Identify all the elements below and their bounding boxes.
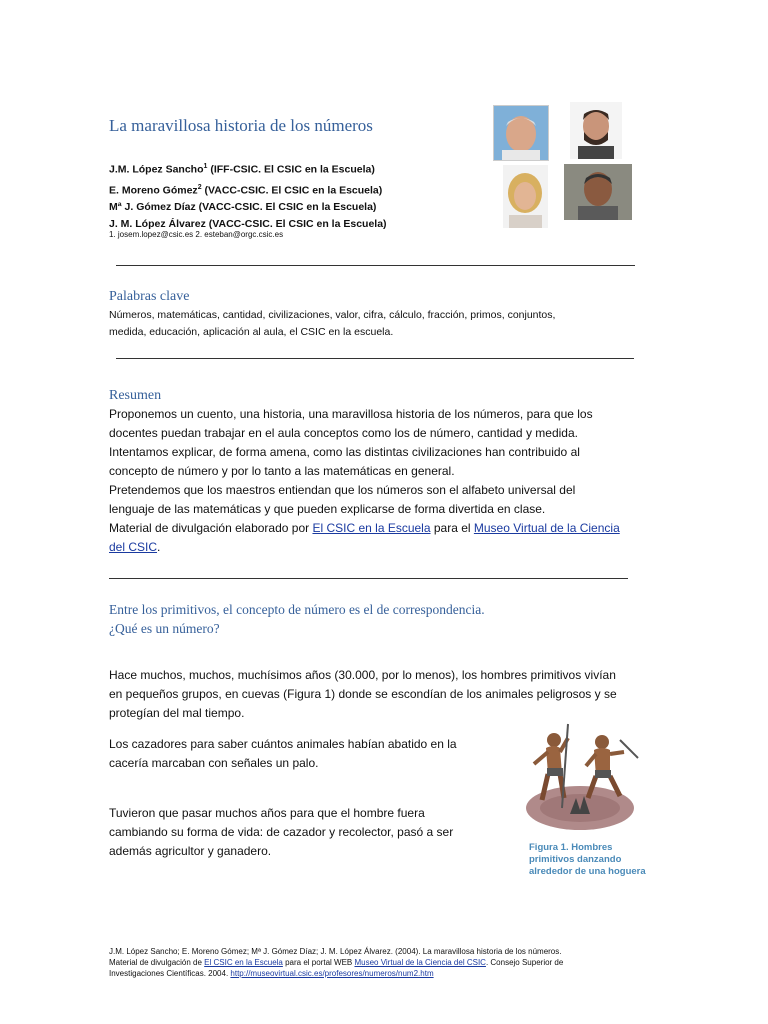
museo-virtual-link-cont[interactable]: del CSIC: [109, 540, 158, 554]
author-photo-3: [503, 165, 548, 228]
section-paragraph-1: Hace muchos, muchos, muchísimos años (30.000, por lo menos), los hombres primitivos vivían en pequeños grupos, en cuevas (Figura 1) donde se escondían de los animales peligrosos y se protegían del mal tiempo.: [109, 668, 617, 720]
figure-1-illustration: [520, 718, 644, 834]
footer-csic-escuela-link[interactable]: El CSIC en la Escuela: [204, 958, 283, 967]
section-paragraph-3: Tuvieron que pasar muchos años para que el hombre fuera cambiando su forma de vida: de cazador y recolector, pasó a ser además agricultor y ganadero.: [109, 806, 454, 858]
author-3: Mª J. Gómez Díaz (VACC-CSIC. El CSIC en la Escuela): [109, 201, 377, 213]
footer-url-link[interactable]: http://museovirtual.csic.es/profesores/numeros/num2.htm: [230, 969, 434, 978]
museo-virtual-link[interactable]: Museo Virtual de la Ciencia: [473, 521, 620, 535]
author-list: [109, 158, 387, 233]
figure-1-caption: Figura 1. Hombres primitivos danzando alrededor de una hoguera: [529, 842, 646, 877]
keywords-text: Números, matemáticas, cantidad, civilizaciones, valor, cifra, cálculo, fracción, primos, conjuntos, medida, educación, aplicación al aula, el CSIC en la escuela.: [109, 309, 556, 338]
section-paragraph-2: Los cazadores para saber cuántos animales habían abatido en la cacería marcaban con señales un palo.: [109, 737, 457, 770]
keywords-heading: Palabras clave: [109, 289, 190, 304]
author-photo-1: [493, 105, 549, 161]
author-photo-4: [564, 164, 632, 220]
csic-escuela-link[interactable]: El CSIC en la Escuela: [312, 521, 431, 535]
divider: [109, 578, 628, 579]
author-1: J.M. López Sancho$^1$ (IFF-CSIC. El CSIC en la Escuela): [109, 163, 375, 176]
footer-museo-virtual-link[interactable]: Museo Virtual de la Ciencia del CSIC: [354, 958, 486, 967]
author-2: E. Moreno Gómez$^2$ (VACC-CSIC. El CSIC en la Escuela): [109, 183, 383, 196]
abstract-heading: Resumen: [109, 388, 162, 403]
author-emails: 1. josem.lopez@csic.es 2. esteban@orgc.csic.es: [109, 230, 284, 239]
author-4: J. M. López Álvarez (VACC-CSIC. El CSIC en la Escuela): [109, 218, 387, 230]
page-title: La maravillosa historia de los números: [109, 116, 373, 135]
divider: [116, 265, 635, 266]
footer-citation: J.M. López Sancho; E. Moreno Gómez; Mª J. Gómez Díaz; J. M. López Álvarez. (2004). La maravillosa historia de los números. Material de divulgación de El CSIC en la Escuela para el portal WEB Museo Virtual de la Ciencia del CSIC. Consejo Superior de Investigaciones Científicas. 2004. http://museovirtual.csic.es/profesores/numeros/num2.htm: [109, 947, 564, 978]
divider: [116, 358, 634, 359]
author-photo-2: [570, 102, 622, 159]
abstract-text: Proponemos un cuento, una historia, una maravillosa historia de los números, para que los docentes puedan trabajar en el aula conceptos como los de número, cantidad y medida. Intentamos explicar, de forma amena, como las distintas civilizaciones han contribuido al concepto de número y por lo tanto a las matemáticas en general. Pretendemos que los maestros entiendan que los números son el alfabeto universal del lenguaje de las matemáticas y que pueden explicarse de forma divertida en clase. Material de divulgación elaborado por El CSIC en la Escuela para el Museo Virtual de la Ciencia del CSIC.: [109, 407, 620, 554]
material-line: Material de divulgación elaborado por El CSIC en la Escuela para el Museo Virtual de la Ciencia: [109, 521, 620, 535]
section-heading: Entre los primitivos, el concepto de número es el de correspondencia. ¿Qué es un número?: [109, 602, 485, 636]
